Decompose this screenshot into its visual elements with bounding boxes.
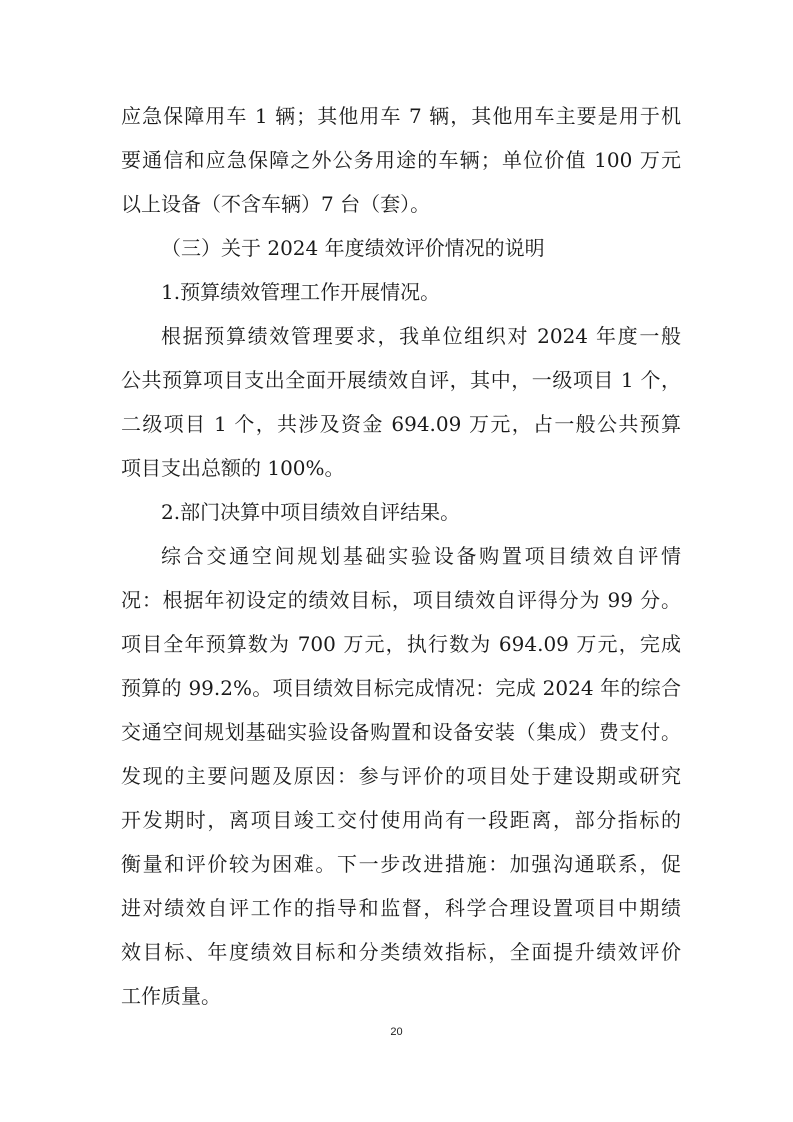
section-heading: （三）关于 2024 年度绩效评价情况的说明	[161, 236, 545, 260]
page-number: 20	[390, 1026, 403, 1038]
text-line: 效目标、年度绩效目标和分类绩效指标，全面提升绩效评价	[121, 940, 681, 964]
document-body	[121, 94, 681, 1018]
text-line: 发现的主要问题及原因：参与评价的项目处于建设期或研究	[121, 764, 681, 788]
subsection-heading: 2.部门决算中项目绩效自评结果。	[161, 500, 461, 524]
text-line: 应急保障用车 1 辆；其他用车 7 辆，其他用车主要是用于机	[121, 104, 681, 128]
text-line: 项目支出总额的 100%。	[121, 456, 345, 480]
text-line: 进对绩效自评工作的指导和监督，科学合理设置项目中期绩	[121, 896, 681, 920]
text-line: 二级项目 1 个，共涉及资金 694.09 万元，占一般公共预算	[121, 412, 681, 436]
paragraph-first-line: 综合交通空间规划基础实验设备购置项目绩效自评情	[161, 544, 681, 568]
text-line: 公共预算项目支出全面开展绩效自评，其中，一级项目 1 个，	[121, 368, 681, 392]
subsection-heading: 1.预算绩效管理工作开展情况。	[161, 280, 441, 304]
text-line: 交通空间规划基础实验设备购置和设备安装（集成）费支付。	[121, 720, 681, 744]
text-line: 工作质量。	[121, 984, 221, 1008]
text-line: 项目全年预算数为 700 万元，执行数为 694.09 万元，完成	[121, 632, 681, 656]
text-line: 要通信和应急保障之外公务用途的车辆；单位价值 100 万元	[121, 148, 681, 172]
text-line: 开发期时，离项目竣工交付使用尚有一段距离，部分指标的	[121, 808, 681, 832]
text-line: 以上设备（不含车辆）7 台（套）。	[121, 192, 431, 216]
text-line: 预算的 99.2%。项目绩效目标完成情况：完成 2024 年的综合	[121, 676, 681, 700]
paragraph-first-line: 根据预算绩效管理要求，我单位组织对 2024 年度一般	[161, 324, 681, 348]
text-line: 衡量和评价较为困难。下一步改进措施：加强沟通联系，促	[121, 852, 681, 876]
text-line: 况：根据年初设定的绩效目标，项目绩效自评得分为 99 分。	[121, 588, 681, 612]
